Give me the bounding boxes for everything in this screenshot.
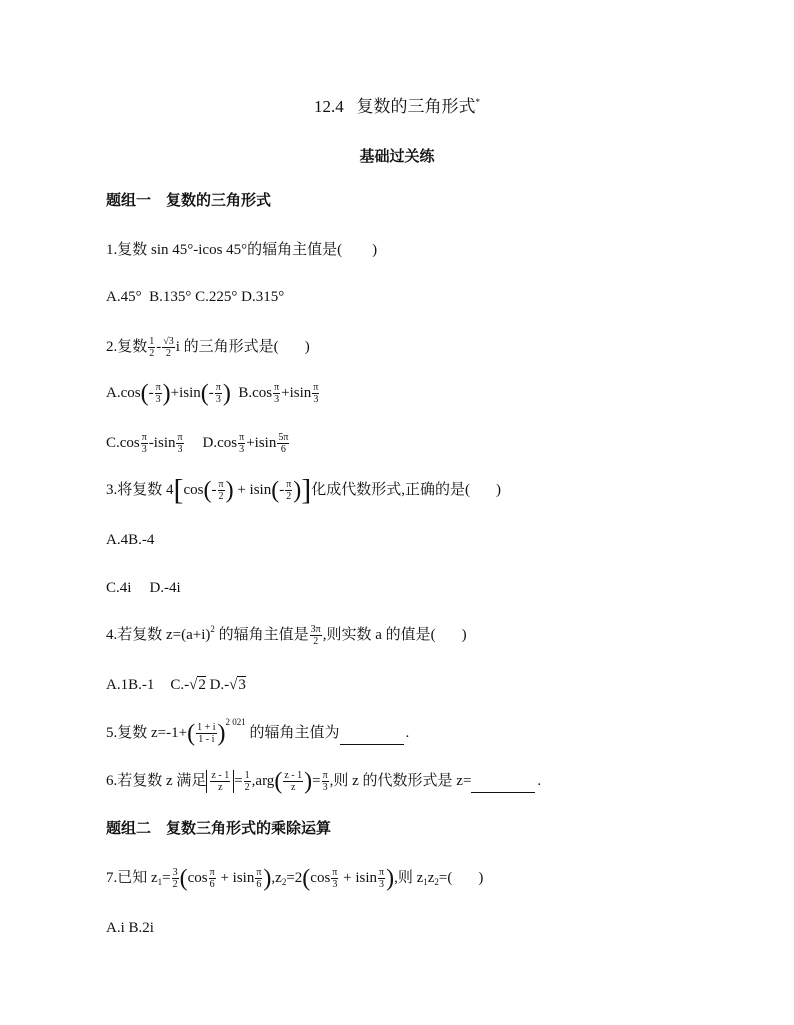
q2-option-b-sin: +isin <box>281 384 312 401</box>
q4-close: ) <box>461 626 467 643</box>
q7-cos: cos <box>310 869 331 886</box>
frac-den: 3 <box>379 879 385 890</box>
pi-over-3 <box>238 432 245 455</box>
bracket-close: ] <box>301 473 312 507</box>
q7-isin: + isin <box>216 869 255 886</box>
frac-num: 1 + i <box>197 722 216 734</box>
q3-option-c: C.4i <box>106 580 132 596</box>
q7-z: z <box>427 869 435 886</box>
paren-open: ( <box>274 768 283 795</box>
q3-prefix: 3.将复数 4 <box>106 481 174 498</box>
frac-den: 3 <box>274 394 280 405</box>
frac-num: z - 1 <box>284 770 303 781</box>
paren-close: ) <box>162 380 171 407</box>
frac-num: π <box>322 770 328 781</box>
q1-text: 1.复数 sin 45°-icos 45°的辐角主值是( <box>106 242 343 258</box>
q6-end: . <box>537 772 542 789</box>
frac-num: π <box>379 867 385 878</box>
pi-over-6 <box>209 867 216 890</box>
frac-den: 3 <box>141 444 147 455</box>
frac-num: π <box>177 432 183 443</box>
frac-num: π <box>332 867 338 878</box>
q7-sub4: 2 <box>434 876 439 887</box>
q6-prefix: 6.若复数 z 满足 <box>106 772 207 789</box>
paren-close: ) <box>263 865 272 892</box>
frac-den: 6 <box>209 879 215 890</box>
q2-minus: - <box>156 338 162 355</box>
q7-z2: ,z <box>271 869 282 886</box>
paren-open: ( <box>203 477 212 504</box>
frac-num: π <box>155 382 161 393</box>
sqrt-3: √3 <box>229 677 246 693</box>
q3-close: ) <box>496 481 502 498</box>
pi-over-3 <box>155 382 162 405</box>
paren-close: ) <box>304 768 313 795</box>
question-2 <box>106 336 310 359</box>
bracket-open: [ <box>173 473 184 507</box>
q6-fraction-2 <box>244 770 251 793</box>
q1-option-a: A.45° <box>106 289 142 305</box>
frac-den: z <box>290 782 296 793</box>
q7-sub2: 2 <box>281 876 287 887</box>
frac-num: π <box>313 382 319 393</box>
paren-open: ( <box>140 380 149 407</box>
page-title <box>0 92 794 117</box>
frac-den: 2 <box>244 782 250 793</box>
frac-den: 1 - i <box>198 734 215 746</box>
q6-answer-blank[interactable] <box>471 778 535 793</box>
paren-open: ( <box>200 380 209 407</box>
q5-fraction <box>196 722 216 745</box>
q6-fraction-3 <box>322 770 329 793</box>
q3-isin: + isin <box>237 481 272 498</box>
q5-end: . <box>405 725 410 741</box>
frac-num: 3π <box>310 624 321 635</box>
q7-eq2: =2 <box>286 869 303 886</box>
frac-den: 3 <box>155 394 161 405</box>
neg-sign: - <box>208 384 214 401</box>
frac-num: 5π <box>278 432 289 443</box>
q7-close: ) <box>478 869 484 886</box>
q5-answer-blank[interactable] <box>340 730 404 745</box>
frac-num: π <box>215 382 221 393</box>
pi-over-3 <box>141 432 148 455</box>
q2-option-c-label: C.cos <box>106 434 140 451</box>
q6-suffix: ,则 z 的代数形式是 z= <box>329 772 472 789</box>
q2-fraction-half <box>148 336 155 359</box>
q2-option-a-label: A.cos <box>106 384 141 401</box>
q7-tail: =( <box>438 869 453 886</box>
frac-num: π <box>274 382 280 393</box>
pi-over-2 <box>285 479 292 502</box>
question-1 <box>106 240 377 260</box>
q4-mid: 的辐角主值是 <box>214 626 309 643</box>
q4-suffix: ,则实数 a 的值是( <box>322 626 436 643</box>
q5-prefix: 5.复数 z=-1+ <box>106 725 188 741</box>
q5-suffix: 的辐角主值为 <box>249 725 340 741</box>
q1-option-b: B.135° <box>149 289 192 305</box>
q3-option-d: D.-4i <box>149 580 181 596</box>
radicand: 3 <box>238 677 246 693</box>
question-3-options-ab: A.4B.-4 <box>106 532 155 548</box>
question-2-options-cd <box>106 432 290 455</box>
q7-sub3: 1 <box>423 876 428 887</box>
frac-den: 3 <box>322 782 328 793</box>
q1-option-d: D.315° <box>241 289 285 305</box>
paren-close: ) <box>386 865 395 892</box>
q2-option-d-label: D.cos <box>202 434 238 451</box>
pi-over-6 <box>255 867 262 890</box>
five-pi-over-6 <box>277 432 289 455</box>
frac-num: π <box>286 479 292 490</box>
q3-suffix: 化成代数形式,正确的是( <box>311 481 471 498</box>
q2-suffix: i 的三角形式是( <box>175 338 279 355</box>
q2-option-b-label: B.cos <box>238 384 273 401</box>
title-text: 复数的三角形式 <box>356 97 476 116</box>
q7-coef <box>172 867 179 890</box>
neg-sign: - <box>211 481 217 498</box>
q6-abs <box>206 770 234 793</box>
frac-num: π <box>239 432 245 443</box>
pi-over-3 <box>378 867 385 890</box>
q2-f2-den: 2 <box>166 348 172 359</box>
q7-prefix: 7.已知 z <box>106 869 158 886</box>
frac-den: 3 <box>177 444 183 455</box>
frac-den: 2 <box>172 879 178 890</box>
q6-eq2: = <box>312 772 321 789</box>
q4-option-ab: A.1B.-1 <box>106 677 155 693</box>
pi-over-2 <box>218 479 225 502</box>
q7-sub1: 1 <box>157 876 163 887</box>
paren-close: ) <box>225 477 234 504</box>
question-3-options-cd <box>106 578 181 598</box>
frac-den: 6 <box>280 444 286 455</box>
frac-den: 3 <box>332 879 338 890</box>
frac-den: 3 <box>215 394 221 405</box>
q2-close: ) <box>304 338 310 355</box>
q4-option-c: C.- <box>170 677 190 693</box>
frac-den: 3 <box>313 394 319 405</box>
frac-num: π <box>209 867 215 878</box>
question-3 <box>106 473 502 507</box>
three-pi-over-2 <box>310 624 322 647</box>
frac-num: π <box>141 432 147 443</box>
radicand: 2 <box>198 677 206 693</box>
frac-den: 3 <box>239 444 245 455</box>
q7-cos: cos <box>187 869 208 886</box>
q2-option-c-sin: -isin <box>148 434 176 451</box>
q6-fraction-1 <box>210 770 230 793</box>
frac-den: 6 <box>256 879 262 890</box>
paren-close: ) <box>217 720 226 747</box>
q6-arg: ,arg <box>251 772 275 789</box>
question-2-options-ab <box>106 382 320 405</box>
group2-heading: 题组二 复数三角形式的乘除运算 <box>106 821 332 837</box>
q2-fraction-root3 <box>162 336 175 359</box>
q2-option-d-sin: +isin <box>246 434 277 451</box>
neg-sign: - <box>279 481 285 498</box>
question-7 <box>106 867 483 890</box>
question-1-options <box>106 287 284 307</box>
paren-close: ) <box>293 477 302 504</box>
question-6 <box>106 770 541 793</box>
frac-den: 2 <box>286 491 292 502</box>
q1-option-c: C.225° <box>195 289 238 305</box>
question-4 <box>106 624 467 647</box>
q1-close: ) <box>372 242 378 258</box>
q7-isin: + isin <box>339 869 377 886</box>
q3-cos: cos <box>183 481 204 498</box>
q4-exponent: 2 <box>210 623 215 634</box>
q2-f1-den: 2 <box>149 348 155 359</box>
pi-over-3 <box>215 382 222 405</box>
q4-option-d: D.- <box>209 677 230 693</box>
q7-then: ,则 z <box>394 869 424 886</box>
q2-f1-num: 1 <box>149 336 155 347</box>
pi-over-3 <box>331 867 338 890</box>
question-5 <box>106 717 410 747</box>
frac-num: 1 <box>244 770 250 781</box>
title-number: 12.4 <box>314 97 344 116</box>
neg-sign: - <box>148 384 154 401</box>
title-mark: * <box>475 97 480 107</box>
pi-over-3 <box>176 432 183 455</box>
frac-num: 3 <box>172 867 178 878</box>
sqrt-2: √2 <box>189 677 206 693</box>
frac-num: z - 1 <box>211 770 230 781</box>
paren-open: ( <box>179 865 188 892</box>
frac-den: z <box>218 782 223 793</box>
q6-fraction-1b <box>283 770 303 793</box>
q6-eq: = <box>234 772 243 789</box>
paren-close: ) <box>222 380 231 407</box>
q2-option-a-sin: +isin <box>170 384 201 401</box>
question-7-options: A.i B.2i <box>106 920 154 936</box>
q2-prefix: 2.复数 <box>106 338 148 355</box>
paren-open: ( <box>187 720 196 747</box>
pi-over-3 <box>273 382 280 405</box>
paren-open: ( <box>302 865 311 892</box>
section-subtitle: 基础过关练 <box>359 149 435 165</box>
q4-prefix: 4.若复数 z=(a+i) <box>106 626 211 643</box>
q7-eq: = <box>162 869 171 886</box>
frac-num: π <box>256 867 262 878</box>
pi-over-3 <box>312 382 319 405</box>
q5-exponent: 2 021 <box>225 717 246 727</box>
q2-f2-num: √3 <box>163 336 174 347</box>
frac-num: π <box>218 479 224 490</box>
paren-open: ( <box>271 477 280 504</box>
question-4-options <box>106 675 246 695</box>
frac-den: 2 <box>218 491 224 502</box>
group1-heading: 题组一 复数的三角形式 <box>106 193 272 209</box>
frac-den: 2 <box>313 636 319 647</box>
